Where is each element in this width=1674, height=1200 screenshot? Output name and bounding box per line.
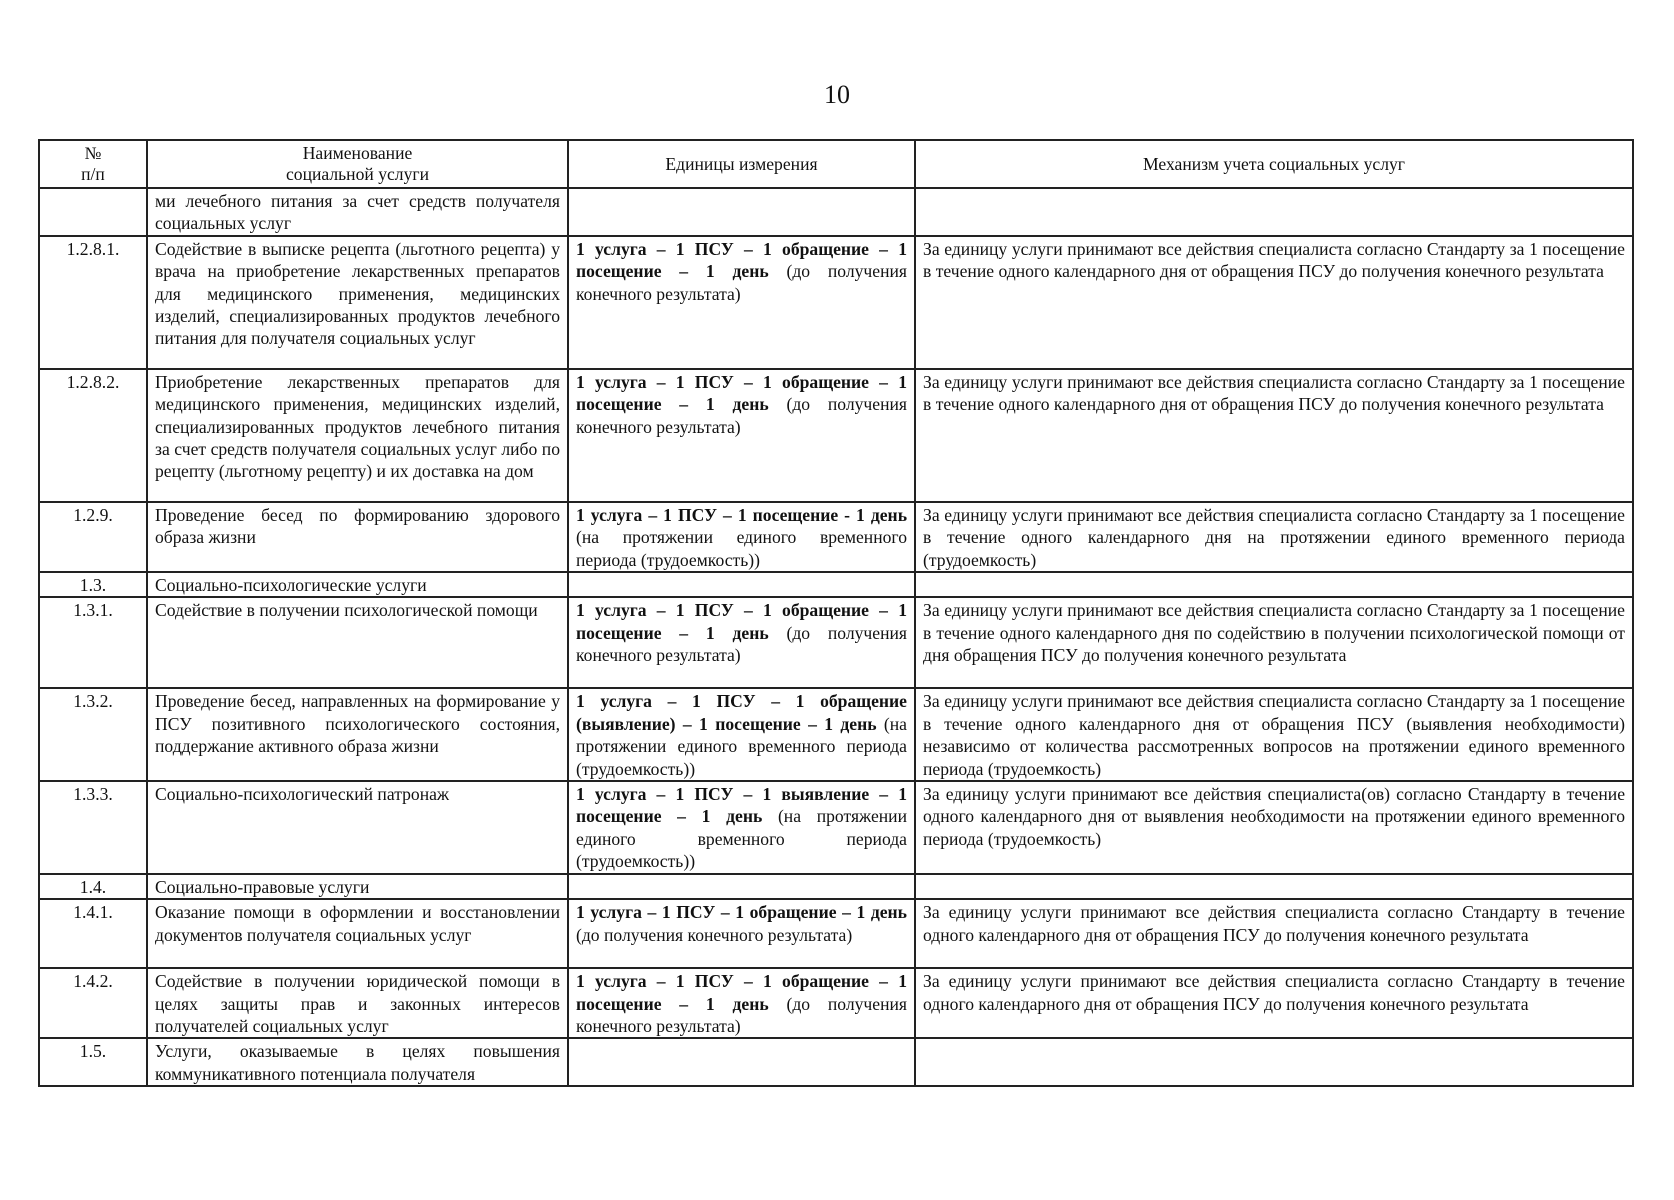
row-service-name: ми лечебного питания за счет средств получателя социальных услуг [147,188,568,236]
row-unit-note: (до получения конечного результата) [576,394,907,437]
table-row [39,688,1633,781]
row-number: 1.4. [39,874,147,899]
row-number: 1.3.1. [39,597,147,688]
row-unit [568,572,915,597]
table-row [39,236,1633,369]
row-number: 1.3.2. [39,688,147,781]
row-unit-bold: 1 услуга – 1 ПСУ – 1 посещение - 1 день [576,504,907,525]
row-unit-bold: 1 услуга – 1 ПСУ – 1 обращение – 1 посещение – 1 день [576,238,907,282]
row-unit-note: (на протяжении единого временного периода (трудоемкость)) [576,713,907,779]
row-mechanism: За единицу услуги принимают все действия специалиста согласно Стандарту в течение одного календарного дня от обращения ПСУ до получения конечного результата [915,899,1633,968]
row-unit [568,874,915,899]
row-unit-bold: 1 услуга – 1 ПСУ – 1 обращение (выявление) – 1 посещение – 1 день [576,691,907,734]
row-number: 1.2.8.1. [39,236,147,369]
row-unit-bold: 1 услуга – 1 ПСУ – 1 обращение – 1 посещение – 1 день [576,971,907,1014]
table-row [39,188,1633,236]
row-mechanism: За единицу услуги принимают все действия специалиста согласно Стандарту за 1 посещение в течение одного календарного дня от обращения ПСУ (выявления необходимости) независимо от количества рассмотренных вопросов на протяжении единого временного периода (трудоемкость) [915,688,1633,781]
row-unit-bold: 1 услуга – 1 ПСУ – 1 обращение – 1 посещение – 1 день [576,371,907,415]
row-service-name: Содействие в получении психологической помощи [147,597,568,688]
row-unit [568,502,915,572]
row-service-name: Социально-психологический патронаж [147,781,568,874]
row-unit-note: (до получения конечного результата) [576,924,853,945]
row-unit [568,781,915,874]
row-unit [568,236,915,369]
row-mechanism [915,572,1633,597]
row-mechanism: За единицу услуги принимают все действия специалиста согласно Стандарту за 1 посещение в течение одного календарного дня по содействию в получении психологической помощи от дня обращения ПСУ до получения конечного результата [915,597,1633,688]
table-row [39,968,1633,1038]
row-service-name: Содействие в выписке рецепта (льготного рецепта) у врача на приобретение лекарственных препаратов для медицинского применения, медицинских изделий, специализированных продуктов лечебного питания для получателя социальных услуг [147,236,568,369]
row-mechanism [915,874,1633,899]
row-mechanism [915,188,1633,236]
row-unit-bold: 1 услуга – 1 ПСУ – 1 выявление – 1 посещение – 1 день [576,784,907,827]
row-unit-bold: 1 услуга – 1 ПСУ – 1 обращение – 1 день [576,902,907,923]
header-service-name: Наименование социальной услуги [147,140,568,188]
row-unit [568,597,915,688]
table-section-row [39,572,1633,597]
row-number: 1.4.1. [39,899,147,968]
header-unit: Единицы измерения [568,140,915,188]
row-service-name: Социально-правовые услуги [147,874,568,899]
table-section-row [39,874,1633,899]
row-unit [568,899,915,968]
row-mechanism [915,1038,1633,1086]
row-service-name: Приобретение лекарственных препаратов для медицинского применения, медицинских изделий, специализированных продуктов лечебного питания за счет средств получателя социальных услуг либо по рецепту (льготному рецепту) и их доставка на дом [147,369,568,502]
table-row [39,597,1633,688]
row-unit [568,188,915,236]
row-unit [568,688,915,781]
row-number: 1.4.2. [39,968,147,1038]
table-section-row [39,1038,1633,1086]
table-row [39,369,1633,502]
row-number: 1.2.8.2. [39,369,147,502]
header-mechanism: Механизм учета социальных услуг [915,140,1633,188]
table-row [39,899,1633,968]
row-number [39,188,147,236]
row-unit [568,968,915,1038]
row-service-name: Социально-психологические услуги [147,572,568,597]
row-unit-note: (на протяжении единого временного периода (трудоемкость)) [576,806,908,872]
table-row [39,781,1633,874]
row-number: 1.5. [39,1038,147,1086]
row-number: 1.3.3. [39,781,147,874]
table-row [39,502,1633,572]
row-mechanism: За единицу услуги принимают все действия специалиста согласно Стандарту за 1 посещение в течение одного календарного дня на протяжении единого временного периода (трудоемкость) [915,502,1633,572]
row-service-name: Проведение бесед, направленных на формирование у ПСУ позитивного психологического состояния, поддержание активного образа жизни [147,688,568,781]
row-unit [568,1038,915,1086]
row-unit-note: (на протяжении единого временного периода (трудоемкость)) [576,527,907,570]
row-service-name: Оказание помощи в оформлении и восстановлении документов получателя социальных услуг [147,899,568,968]
row-unit-bold: 1 услуга – 1 ПСУ – 1 обращение – 1 посещение – 1 день [576,600,907,643]
row-unit-note: (до получения конечного результата) [576,993,907,1036]
header-number: № п/п [39,140,147,188]
table-header-row [39,140,1633,188]
row-unit-note: (до получения конечного результата) [576,622,907,666]
row-number: 1.2.9. [39,502,147,572]
row-unit [568,369,915,502]
row-service-name: Проведение бесед по формированию здорового образа жизни [147,502,568,572]
page-number: 10 [824,80,850,109]
row-mechanism: За единицу услуги принимают все действия специалиста согласно Стандарту за 1 посещение в течение одного календарного дня от обращения ПСУ до получения конечного результата [915,369,1633,502]
row-service-name: Содействие в получении юридической помощи в целях защиты прав и законных интересов получателей социальных услуг [147,968,568,1038]
row-mechanism: За единицу услуги принимают все действия специалиста согласно Стандарту в течение одного календарного дня от обращения ПСУ до получения конечного результата [915,968,1633,1038]
row-mechanism: За единицу услуги принимают все действия специалиста(ов) согласно Стандарту в течение одного календарного дня от выявления необходимости на протяжении единого временного периода (трудоемкость) [915,781,1633,874]
row-mechanism: За единицу услуги принимают все действия специалиста согласно Стандарту за 1 посещение в течение одного календарного дня от обращения ПСУ до получения конечного результата [915,236,1633,369]
row-service-name: Услуги, оказываемые в целях повышения коммуникативного потенциала получателя [147,1038,568,1086]
services-table [38,139,1634,1087]
row-number: 1.3. [39,572,147,597]
row-unit-note: (до получения конечного результата) [576,261,907,304]
